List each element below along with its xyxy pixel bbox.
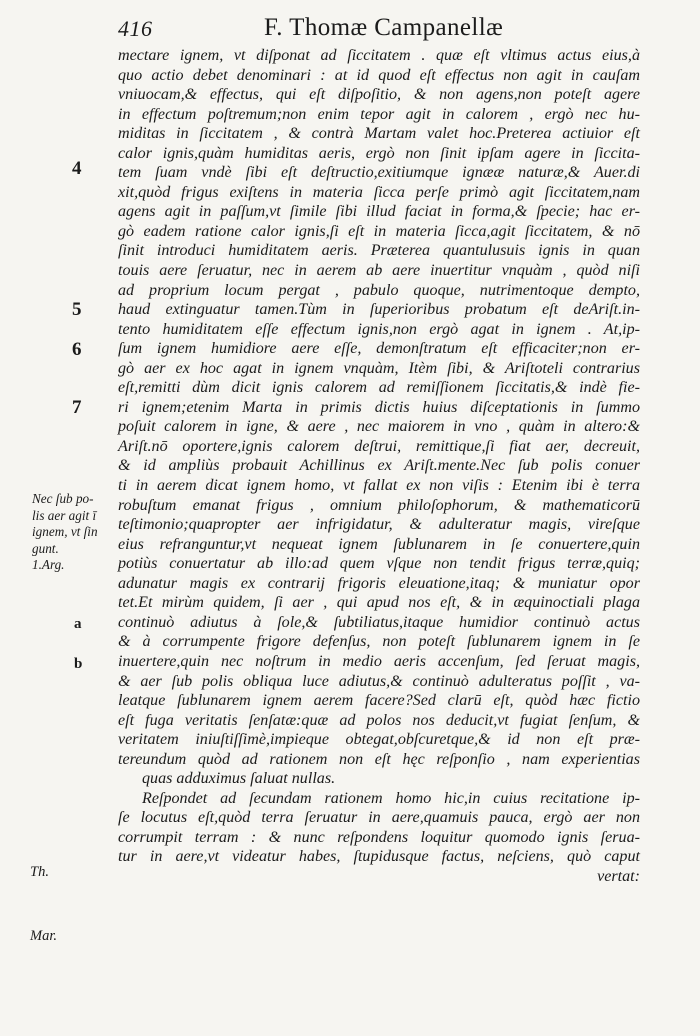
text-line: quo actio debet denominari : at id quod eſt effectus non agit in cauſam <box>118 66 640 84</box>
body-text <box>118 46 640 887</box>
text-line: vertat: <box>597 867 640 885</box>
margin-letter: a <box>74 616 82 632</box>
text-line: mectare ignem, vt diſponat ad ſiccitatem . quæ eſt vltimus actus eius,à <box>118 47 640 64</box>
text-line: & aer ſub polis obliqua luce adiutus,& continuò adulteratus poſſit , va- <box>118 672 640 690</box>
text-line: Reſpondet ad ſecundam rationem homo hic,in cuius recitatione ip- <box>142 789 640 807</box>
text-line: eſt fuga veritatis ſenſatæ:quæ ad polos nos deducit,vt fugiat ſenſum, & <box>118 711 640 729</box>
text-line: calor ignis,quàm humiditas aeris, ergò non ſinit ipſam agere in ſiccita- <box>118 144 640 162</box>
speaker-label: Mar. <box>30 928 57 944</box>
running-title: F. Thomæ Campanellæ <box>264 14 504 41</box>
margin-number: 5 <box>72 299 82 320</box>
text-line: ſinit introduci humiditatem aeris. Præterea quantulusuis ignis in quan <box>118 242 640 260</box>
text-line: robuſtum emanat frigus , omnium philoſophorum, & mathematicorū <box>118 496 640 514</box>
text-line: tento humiditatem eſſe effectum ignis,non ergò agat in ignem . At,ip- <box>118 320 640 338</box>
text-line: xit,quòd frigus exiſtens in materia ſicca perſe primò agit ſiccitatem,nam <box>118 183 640 201</box>
text-line: eius refranguntur,vt nequeat ignem ſublunarem in ſe conuertere,quin <box>118 535 640 553</box>
text-line: quas adduximus ſaluat nullas. <box>142 770 336 788</box>
text-line: tet.Et mirùm quidem, ſi aer , qui apud nos eſt, & in æquinoctiali plaga <box>118 594 640 612</box>
margin-note-line: Nec ſub po- <box>32 491 94 506</box>
text-line: poſuit calorem in igne, & aere , nec maiorem in vno , quàm in altero:& <box>118 418 640 436</box>
text-line: tem ſuam vndè ſibi eſt deſtructio,exitiumque ignææ naturæ,& Auer.di <box>118 164 640 182</box>
text-line: leatque ſublunarem ignem aerem facere?Sed clarū eſt, quòd hæc fictio <box>118 692 640 710</box>
text-line: potiùs conuertatur ab illo:ad quem vſque non tendit frigus terræ,quiq; <box>118 555 640 573</box>
text-line: gò aer ex hoc agat in ignem vnquàm, Itèm ſibi, & Ariſtoteli contrarius <box>118 359 640 377</box>
text-line: gò eadem ratione calor ignis,ſi eſt in materia ſicca,agit ſiccitatem, & nō <box>118 222 640 240</box>
text-line: & id ampliùs probauit Achillinus ex Ariſt.mente.Nec ſub polis conuer <box>118 457 640 475</box>
text-line: continuò adiutus à ſole,& ſubtiliatus,itaque humidior continuò actus <box>118 613 640 631</box>
margin-note-line: 1.Arg. <box>32 557 65 573</box>
text-line: & à corrumpente frigore defenſus, non poteſt ſublunarem ignem in ſe <box>118 633 640 651</box>
text-line: haud extinguatur tamen.Tùm in ſuperioribus probatum eſt deAriſt.in- <box>118 301 640 319</box>
margin-number: 4 <box>72 158 82 179</box>
text-line: veritatem iniuſtiſſimè,impieque obtegat,obſcuretque,& id non eſt præ- <box>118 731 640 749</box>
text-line: vniuocam,& effectus, qui eſt diſpoſitio, & non agens,non poteſt agere <box>118 86 640 104</box>
text-line: miditas in ſiccitatem , & contrà Martam valet hoc.Preterea actiuior eſt <box>118 125 640 143</box>
speaker-label: Th. <box>30 864 49 880</box>
text-line: Ariſt.nō oportere,ignis calorem deſtrui, remittique,ſi fiat aer, decreuit, <box>118 437 640 455</box>
text-line: ti in aerem dicat ignem homo, vt fallat ex non viſis : Etenim ibi è terra <box>118 477 640 495</box>
margin-note-line: gunt. <box>32 540 59 556</box>
margin-number: 6 <box>72 339 82 360</box>
text-line: teſtimonio;quapropter aer infrigidatur, & adulteratur magis, vireſque <box>118 516 640 534</box>
margin-letter: b <box>74 656 83 672</box>
margin-note-line: ignem, vt ſin <box>32 524 98 540</box>
text-line: ſum ignem humidiore aere eſſe, demonſtratum eſt efficaciter;non er- <box>118 340 640 358</box>
text-line: agens agit in paſſum,vt ſimile ſibi illud faciat in forma,& ſpecie; hac er- <box>118 203 640 221</box>
text-line: ri ignem;etenim Marta in primis dictis huius diſceptationis in ſummo <box>118 398 640 416</box>
page-number: 416 <box>118 16 153 41</box>
text-line: ad proprium locum pergat , pabulo quoque, nutrimentoque dempto, <box>118 281 640 299</box>
text-line: touis aere ſeruatur, nec in aerem ab aere inuertitur vnquàm , quòd niſi <box>118 262 640 280</box>
text-line: corrumpit terram : & nunc reſpondens loquitur quomodo ignis ſerua- <box>118 828 640 846</box>
margin-number: 7 <box>72 397 82 418</box>
text-line: adunatur magis ex contrarij frigoris eleuatione,itaq; & muniatur opor <box>118 574 640 592</box>
text-line: inuertere,quin nec noſtrum in medio aeris accenſum, ſed ſeruat magis, <box>118 652 640 670</box>
text-line: eſt,remitti dùm dicit ignis calorem ad remiſſionem ſiccitatis,& indè fie- <box>118 379 640 397</box>
text-line: in effectum poſtremum;non enim tepor agit in calorem , ergò nec hu- <box>118 105 640 123</box>
page-header <box>118 14 638 46</box>
text-line: tur in aere,vt videatur habes, ſtupidusque factus, neſciens, quò caput <box>118 848 640 866</box>
text-line: ſe locutus eſt,quòd terra ſeruatur in aere,quamuis pauca, ergò aer non <box>118 809 640 827</box>
margin-note <box>32 491 118 574</box>
text-line: tereundum quòd ad rationem non eſt hęc reſponſio , nam experientias <box>118 750 640 768</box>
margin-note-line: lis aer agit ī <box>32 507 97 523</box>
